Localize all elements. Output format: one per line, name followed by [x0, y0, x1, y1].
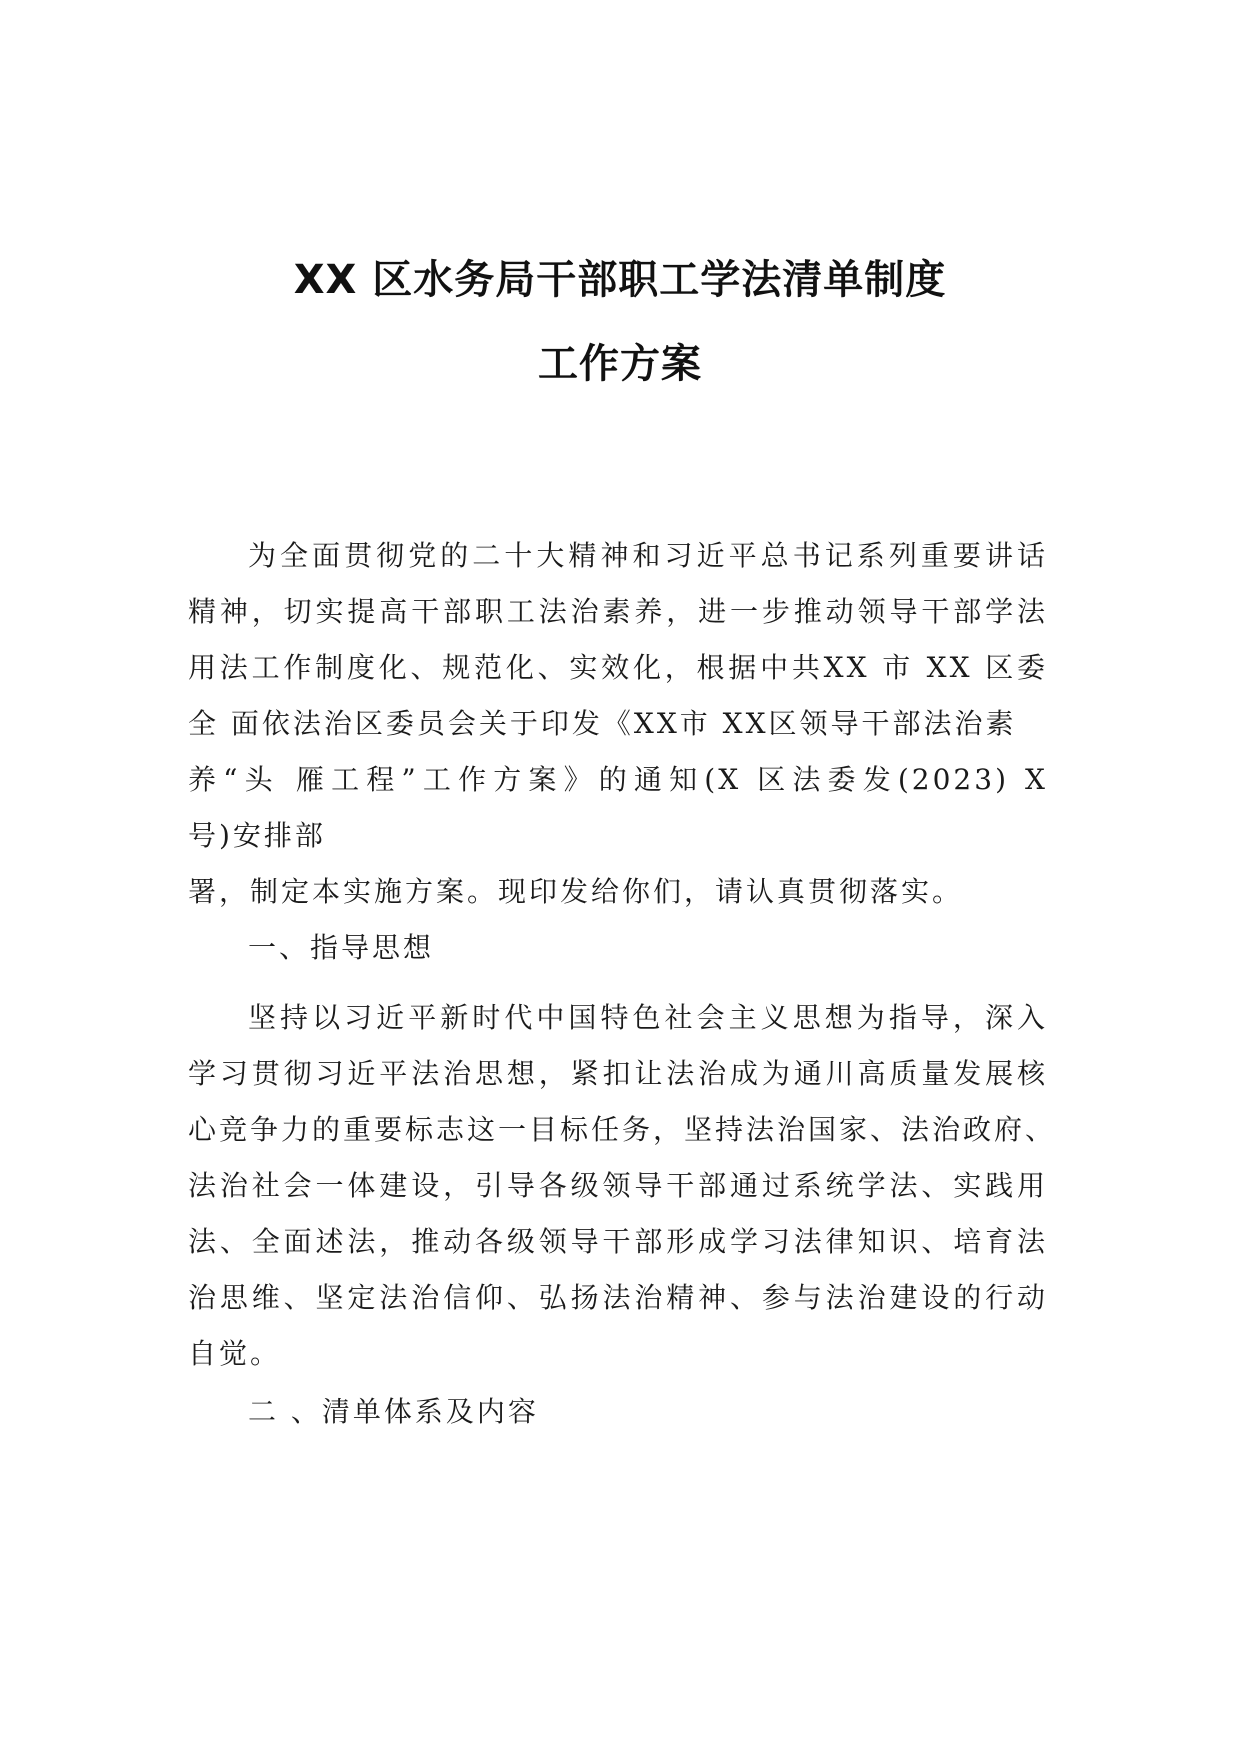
document-title-line2: 工作方案 — [538, 341, 702, 387]
intro-line: 养“头 雁工程”工作方案》的通知(X 区法委发(2023) X — [188, 763, 1048, 796]
section1-line: 法、全面述法，推动各级领导干部形成学习法律知识、培育法 — [188, 1225, 1048, 1258]
intro-line: 署，制定本实施方案。现印发给你们，请认真贯彻落实。 — [188, 875, 964, 908]
section-heading: 二 、清单体系及内容 — [248, 1395, 539, 1428]
section1-line: 学习贯彻习近平法治思想，紧扣让法治成为通川高质量发展核 — [188, 1057, 1048, 1090]
section1-line: 治思维、坚定法治信仰、弘扬法治精神、参与法治建设的行动 — [188, 1281, 1048, 1314]
intro-line: 为全面贯彻党的二十大精神和习近平总书记系列重要讲话 — [248, 539, 1048, 572]
section1-line: 自觉。 — [188, 1337, 282, 1370]
section-heading: 一、指导思想 — [248, 931, 435, 964]
section1-line: 心竞争力的重要标志这一目标任务，坚持法治国家、法治政府、 — [188, 1113, 1057, 1146]
section1-line: 法治社会一体建设，引导各级领导干部通过系统学法、实践用 — [188, 1169, 1048, 1202]
section1-line: 坚持以习近平新时代中国特色社会主义思想为指导，深入 — [248, 1001, 1048, 1034]
intro-line: 号)安排部 — [188, 819, 326, 852]
intro-line: 用法工作制度化、规范化、实效化，根据中共XX 市 XX 区委 — [188, 651, 1048, 684]
intro-line: 全 面依法治区委员会关于印发《XX市 XX区领导干部法治素 — [188, 707, 1017, 740]
document-title-line1: XX 区水务局干部职工学法清单制度 — [293, 257, 947, 303]
intro-line: 精神，切实提高干部职工法治素养，进一步推动领导干部学法 — [188, 595, 1048, 628]
